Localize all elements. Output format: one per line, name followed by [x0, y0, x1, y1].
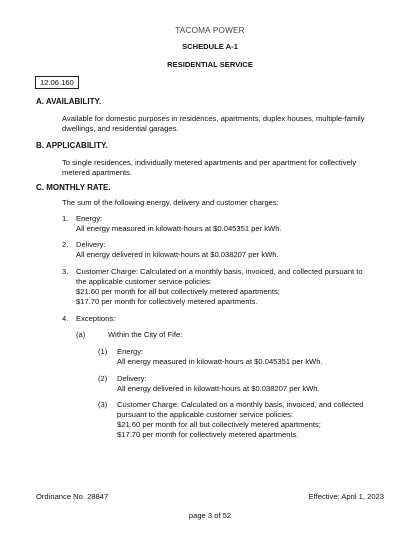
subitem-line: $17.70 per month for collectively metered apartments.: [117, 430, 299, 439]
item-number: 1.: [62, 214, 69, 223]
subitem-line: All energy measured in kilowatt-hours at $0.045351 per kWh.: [117, 357, 323, 366]
subitem-line: pursuant to the applicable customer service policies:: [117, 410, 294, 419]
section-b-title: B. APPLICABILITY.: [36, 141, 108, 150]
subitem-line: $21.60 per month for all but collectively metered apartments;: [117, 420, 321, 429]
item-line: Exceptions:: [76, 314, 116, 323]
item-line: Customer Charge: Calculated on a monthly basis, invoiced, and collected pursuant to: [76, 267, 363, 276]
subitem-line: All energy delivered in kilowatt-hours at $0.038207 per kWh.: [117, 384, 320, 393]
ordinance-number: Ordinance No. 28847: [36, 492, 109, 501]
item-line: All energy measured in kilowatt-hours at $0.045351 per kWh.: [76, 224, 282, 233]
item-line: $21.60 per month for all but collectively metered apartments;: [76, 287, 280, 296]
section-a-body: Available for domestic purposes in residences, apartments, duplex houses, multiple-family dwellings, and residential garages.: [62, 114, 365, 133]
schedule-title: SCHEDULE A-1: [182, 42, 238, 51]
section-b-body: To single residences, individually metered apartments and per apartment for collectively metered apartments.: [62, 158, 357, 177]
section-c-title: C. MONTHLY RATE.: [36, 183, 111, 192]
item-number: 4.: [62, 314, 69, 323]
service-title: RESIDENTIAL SERVICE: [167, 60, 253, 69]
exception-label: (a): [76, 330, 86, 339]
org-name: TACOMA POWER: [175, 26, 245, 35]
item-line: the applicable customer service policies:: [76, 277, 212, 286]
item-line: Delivery:: [76, 240, 106, 249]
subitem-line: Customer Charge: Calculated on a monthly basis, invoiced, and collected: [117, 400, 364, 409]
subitem-number: (1): [98, 347, 108, 356]
item-line: All energy delivered in kilowatt-hours at $0.038207 per kWh.: [76, 250, 279, 259]
page-number: page 3 of 52: [188, 511, 232, 520]
code-box: 12.06.160: [35, 76, 79, 89]
subitem-number: (3): [98, 400, 108, 409]
item-number: 3.: [62, 267, 69, 276]
section-c-intro: The sum of the following energy, delivery and customer charges:: [62, 198, 279, 207]
item-number: 2.: [62, 240, 69, 249]
section-a-title: A. AVAILABILITY.: [36, 97, 102, 106]
item-line: $17.70 per month for collectively metered apartments.: [76, 297, 258, 306]
item-line: Energy:: [76, 214, 103, 223]
subitem-line: Energy:: [117, 347, 144, 356]
subitem-number: (2): [98, 374, 108, 383]
effective-date: Effective: April 1, 2023: [308, 492, 384, 501]
subitem-line: Delivery:: [117, 374, 147, 383]
exception-text: Within the City of Fife:: [108, 330, 183, 339]
